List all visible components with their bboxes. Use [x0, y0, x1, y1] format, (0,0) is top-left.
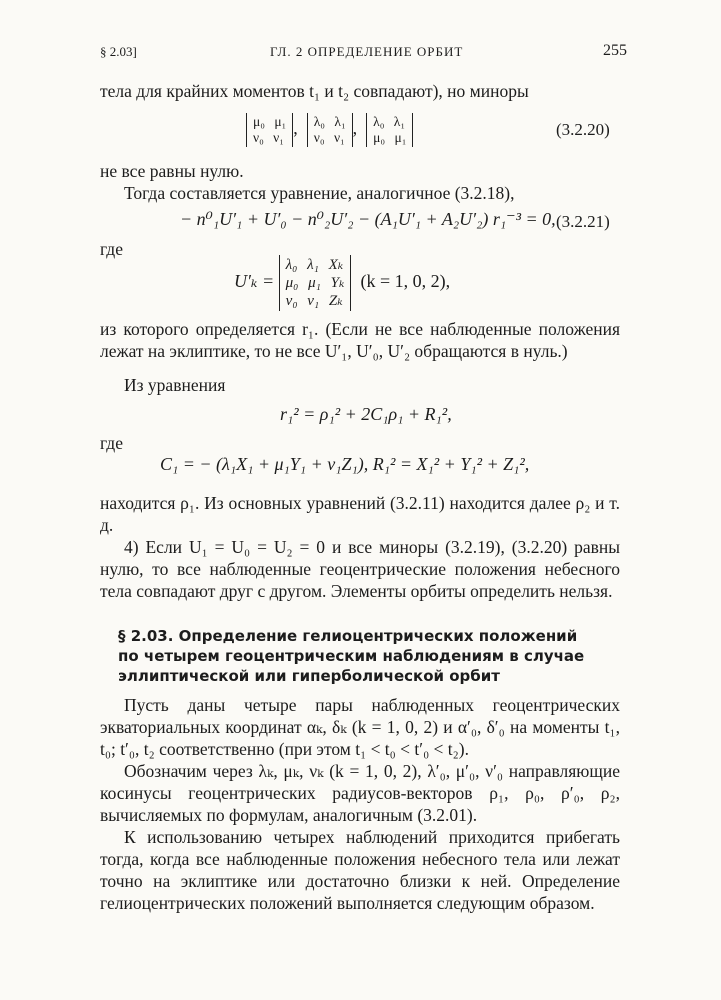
paragraph-9: Обозначим через λₖ, μₖ, νₖ (k = 1, 0, 2), λ′₀, μ′₀, ν′₀ направляющие косинусы геоцентрических радиусов-векторов ρ₁, ρ₀, ρ′₀, ρ₂, вычисляемых по формулам, аналогичным (3.2.01). [100, 761, 620, 825]
running-head-chapter: ГЛ. 2 ОПРЕДЕЛЕНИЕ ОРБИТ [270, 44, 464, 59]
paragraph-5: Из уравнения [124, 375, 226, 395]
minor-3: λ₀ λ₁ μ₀ μ₁ [366, 113, 413, 147]
paragraph-2: не все равны нулю. [100, 161, 244, 181]
where-label-2: где [100, 433, 123, 453]
equation-uk [234, 255, 450, 311]
paragraph-1: тела для крайних моментов t₁ и t₂ совпадают), но миноры [100, 81, 529, 101]
paragraph-10: К использованию четырех наблюдений приходится прибегать тогда, когда все наблюденные положения небесного тела или лежат точно на эклиптике или достаточно близки к ней. Определение гелиоцентрических положений выполняется следующим образом. [100, 827, 620, 913]
minor-2: λ₀ λ₁ ν₀ ν₁ [307, 113, 353, 147]
equation-3-2-21: − n⁰₁U′₁ + U′₀ − n⁰₂U′₂ − (A₁U′₁ + A₂U′₂) r₁⁻³ = 0, [180, 209, 556, 229]
paragraph-7: 4) Если U₁ = U₀ = U₂ = 0 и все миноры (3.2.19), (3.2.20) равны нулю, то все наблюденные геоцентрические положения небесного тела совпадают друг с другом. Элементы орбиты определить нельзя. [100, 537, 620, 601]
paragraph-3: Тогда составляется уравнение, аналогичное (3.2.18), [124, 183, 515, 203]
where-label-1: где [100, 239, 123, 259]
uk-rhs: (k = 1, 0, 2), [360, 271, 451, 292]
uk-lhs: U′ₖ = [234, 271, 275, 292]
uk-determinant: λ₀ λ₁ Xₖ μ₀ μ₁ Yₖ ν₀ ν₁ Zₖ [279, 255, 352, 311]
paragraph-4: из которого определяется r₁. (Если не все наблюденные положения лежат на эклиптике, то не все U′₁, U′₀, U′₂ обращаются в нуль.) [100, 319, 620, 361]
paragraph-6: находится ρ₁. Из основных уравнений (3.2.11) находится далее ρ₂ и т. д. [100, 493, 620, 535]
minors-equation: μ₀ μ₁ ν₀ ν₁ , λ₀ λ₁ ν₀ ν₁ , λ₀ λ₁ μ₀ μ₁ [246, 113, 413, 147]
running-head-section: § 2.03] [100, 44, 137, 59]
equation-c1: C₁ = − (λ₁X₁ + μ₁Y₁ + ν₁Z₁), R₁² = X₁² + Y₁² + Z₁², [160, 454, 530, 474]
equation-number-3-2-21: (3.2.21) [556, 212, 610, 231]
section-heading: § 2.03. Определение гелиоцентрических положений по четырем геоцентрическим наблюдениям в случае эллиптической или гиперболической орбит [118, 627, 585, 685]
equation-number-3-2-20: (3.2.20) [556, 120, 610, 139]
paragraph-8: Пусть даны четыре пары наблюденных геоцентрических экваториальных координат αₖ, δₖ (k = 1, 0, 2) и α′₀, δ′₀ на моменты t₁, t₀; t′₀, t₂ соответственно (при этом t₁ < t₀ < t′₀ < t₂). [100, 695, 620, 759]
equation-r1: r₁² = ρ₁² + 2C₁ρ₁ + R₁², [280, 404, 452, 424]
page-number: 255 [603, 42, 627, 59]
minor-1: μ₀ μ₁ ν₀ ν₁ [246, 113, 293, 147]
